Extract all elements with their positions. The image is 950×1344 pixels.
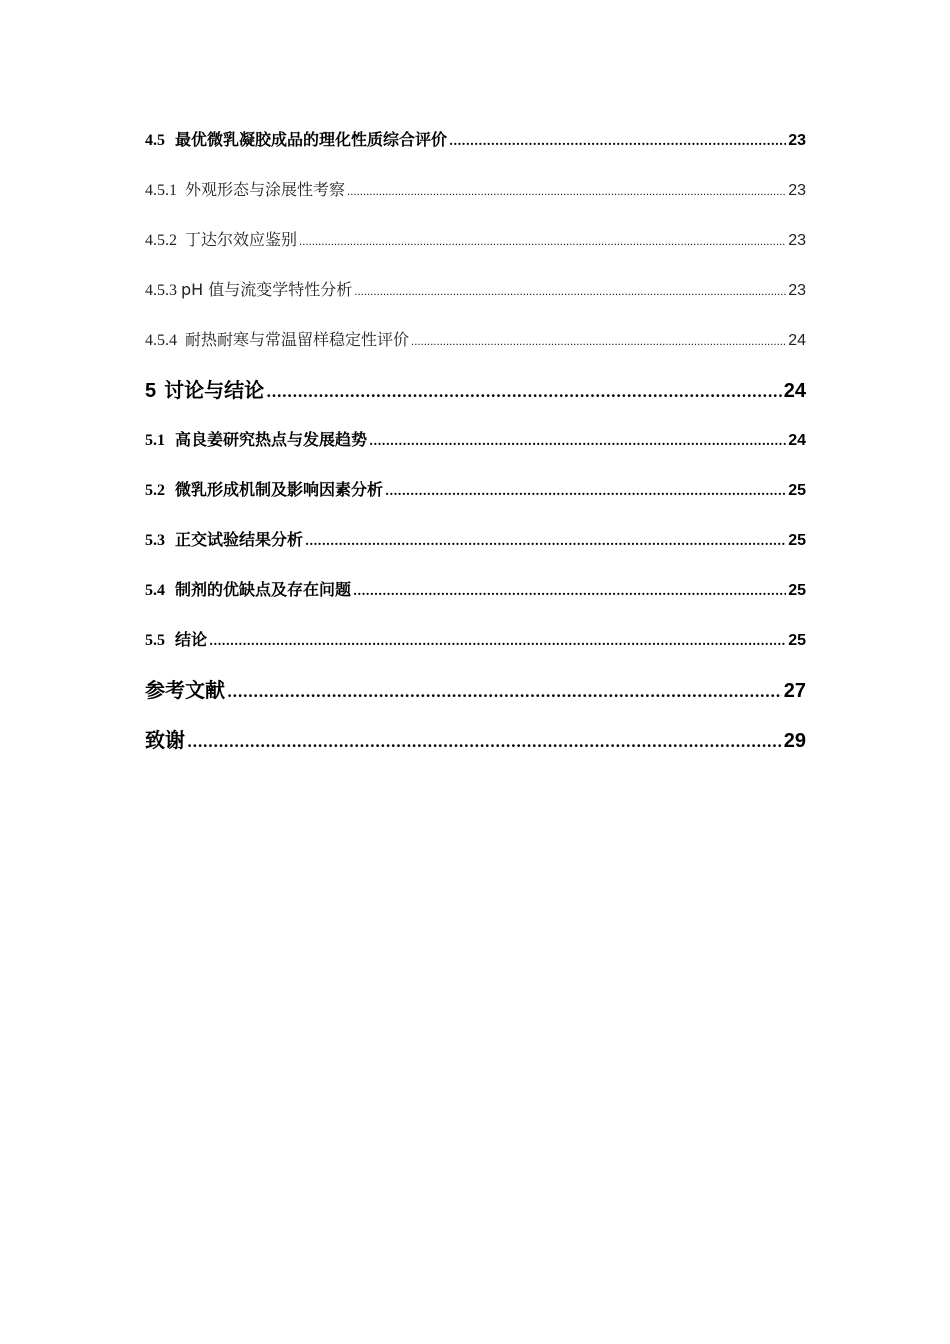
toc-entry-5-4[interactable] (145, 577, 806, 627)
toc-leader-dots (209, 628, 786, 654)
toc-entry-title: 参考文献 (145, 678, 225, 702)
toc-entry-page: 25 (788, 532, 806, 549)
table-of-contents (145, 127, 806, 777)
toc-entry-number: 4.5.1 (145, 182, 177, 199)
toc-entry-title: 讨论与结论 (164, 378, 265, 402)
toc-entry-chapter-5[interactable] (145, 377, 806, 427)
toc-entry-4-5-4[interactable] (145, 327, 806, 377)
toc-entry-title: 外观形态与涂展性考察 (185, 180, 346, 199)
toc-entry-page: 23 (788, 182, 806, 199)
toc-entry-title: 高良姜研究热点与发展趋势 (175, 430, 368, 449)
toc-entry-title: 致谢 (145, 728, 185, 752)
toc-leader-dots (369, 428, 786, 454)
toc-entry-4-5-3[interactable] (145, 277, 806, 327)
toc-entry-4-5-2[interactable] (145, 227, 806, 277)
toc-entry-title: 制剂的优缺点及存在问题 (175, 580, 352, 599)
toc-leader-dots (347, 180, 786, 206)
toc-leader-dots (266, 379, 782, 405)
toc-entry-page: 24 (783, 380, 806, 402)
toc-entry-page: 23 (788, 132, 806, 149)
toc-entry-title: 微乳形成机制及影响因素分析 (175, 480, 384, 499)
toc-entry-5-1[interactable] (145, 427, 806, 477)
toc-leader-dots (411, 330, 786, 356)
toc-entry-page: 25 (788, 482, 806, 499)
toc-entry-page: 29 (783, 730, 806, 752)
toc-entry-title: 耐热耐寒与常温留样稳定性评价 (185, 330, 410, 349)
toc-entry-4-5[interactable] (145, 127, 806, 177)
toc-entry-page: 27 (783, 680, 806, 702)
toc-entry-references[interactable] (145, 677, 806, 727)
toc-entry-number: 5.3 (145, 532, 165, 549)
toc-entry-number: 4.5.4 (145, 332, 177, 349)
toc-entry-number: 5.2 (145, 482, 165, 499)
toc-leader-dots (305, 528, 786, 554)
toc-entry-number: 5.1 (145, 432, 165, 449)
toc-entry-page: 24 (788, 332, 806, 349)
toc-entry-number: 4.5 (145, 132, 165, 149)
toc-entry-number: 5.5 (145, 632, 165, 649)
toc-leader-dots (187, 729, 782, 755)
toc-entry-4-5-1[interactable] (145, 177, 806, 227)
toc-entry-number: 5.4 (145, 582, 165, 599)
toc-entry-page: 23 (788, 282, 806, 299)
toc-entry-page: 25 (788, 632, 806, 649)
toc-entry-number: 4.5.2 (145, 232, 177, 249)
toc-leader-dots (385, 478, 786, 504)
toc-entry-number: 4.5.3 (145, 282, 177, 299)
toc-entry-page: 23 (788, 232, 806, 249)
toc-entry-title: 丁达尔效应鉴别 (185, 230, 298, 249)
toc-entry-number: 5 (145, 380, 157, 402)
toc-leader-dots (299, 230, 786, 256)
toc-entry-page: 24 (788, 432, 806, 449)
toc-entry-acknowledgements[interactable] (145, 727, 806, 777)
toc-leader-dots (354, 280, 786, 306)
toc-leader-dots (227, 679, 782, 705)
toc-leader-dots (353, 578, 786, 604)
toc-entry-page: 25 (788, 582, 806, 599)
toc-entry-5-2[interactable] (145, 477, 806, 527)
toc-entry-title: pH 值与流变学特性分析 (181, 280, 353, 299)
toc-leader-dots (449, 128, 786, 154)
toc-entry-5-5[interactable] (145, 627, 806, 677)
toc-entry-title: 结论 (175, 630, 208, 649)
toc-entry-title: 最优微乳凝胶成品的理化性质综合评价 (175, 130, 448, 149)
toc-entry-title: 正交试验结果分析 (175, 530, 304, 549)
toc-entry-5-3[interactable] (145, 527, 806, 577)
